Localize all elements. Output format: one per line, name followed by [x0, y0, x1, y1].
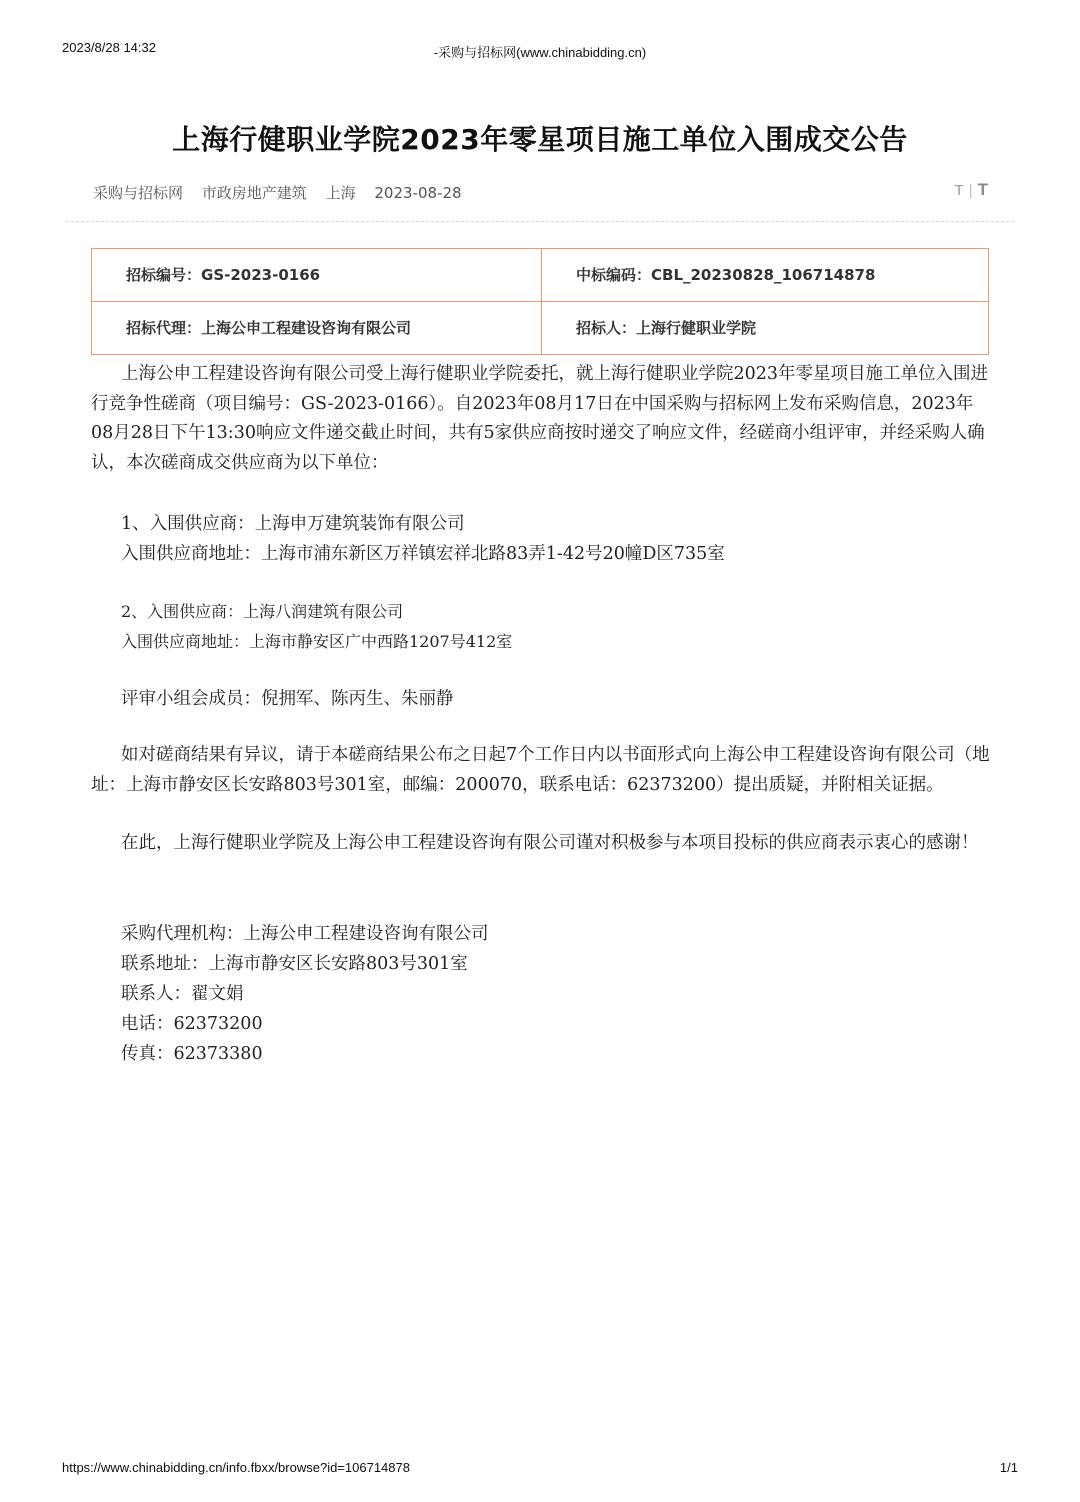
bid-number-cell: 招标编号：GS-2023-0166 [92, 249, 542, 302]
print-page-title: -采购与招标网(www.chinabidding.cn) [433, 45, 647, 60]
thanks-paragraph: 在此，上海行健职业学院及上海公申工程建设咨询有限公司谨对积极参与本项目投标的供应商表示衷心的感谢！ [121, 833, 979, 853]
page-number: 1/1 [999, 1460, 1018, 1475]
supplier1-address: 入围供应商地址：上海市浦东新区万祥镇宏祥北路83弄1-42号20幢D区735室 [121, 544, 725, 564]
intro-paragraph: 上海公申工程建设咨询有限公司受上海行健职业学院委托，就上海行健职业学院2023年零星项目施工单位入围进行竞争性磋商（项目编号：GS-2023-0166）。自2023年08月17日在中国采购与招标网上发布采购信息，2023年08月28日下午13:30响应文件递交截止时间，共有5家供应商按时递交了响应文件，经磋商小组评审，并经采购人确认，本次磋商成交供应商为以下单位： [91, 364, 989, 473]
supplier2-name: 2、入围供应商：上海八润建筑有限公司 [121, 602, 404, 621]
font-small-button[interactable]: T [954, 182, 964, 199]
contact-line: 联系人：翟文娟 [121, 984, 244, 1004]
meta-date: 2023-08-28 [374, 184, 462, 202]
review-panel: 评审小组会成员：倪拥军、陈丙生、朱丽静 [121, 689, 454, 709]
supplier2-address: 入围供应商地址：上海市静安区广中西路1207号412室 [121, 632, 513, 651]
agency-line: 采购代理机构：上海公申工程建设咨询有限公司 [121, 924, 489, 944]
print-footer [62, 1460, 1018, 1480]
print-url: https://www.chinabidding.cn/info.fbxx/browse?id=106714878 [62, 1460, 410, 1475]
award-code-cell: 中标编码：CBL_20230828_106714878 [542, 249, 988, 302]
font-large-button[interactable]: T [977, 180, 988, 199]
address-line: 联系地址：上海市静安区长安路803号301室 [121, 954, 468, 974]
objection-paragraph: 如对磋商结果有异议，请于本磋商结果公布之日起7个工作日内以书面形式向上海公申工程建设咨询有限公司（地址：上海市静安区长安路803号301室，邮编：200070，联系电话：62373200）提出质疑，并附相关证据。 [91, 745, 990, 795]
font-control-separator: | [968, 182, 973, 199]
article-title: 上海行健职业学院2023年零星项目施工单位入围成交公告 [172, 123, 908, 156]
agent-cell: 招标代理：上海公申工程建设咨询有限公司 [92, 302, 542, 355]
fax-line: 传真：62373380 [121, 1044, 263, 1064]
print-datetime: 2023/8/28 14:32 [62, 40, 156, 55]
meta-category-link[interactable]: 市政房地产建筑 [201, 184, 307, 202]
meta-source-link[interactable]: 采购与招标网 [93, 184, 184, 202]
meta-region: 上海 [325, 184, 356, 202]
tenderer-cell: 招标人：上海行健职业学院 [576, 319, 757, 337]
supplier1-name: 1、入围供应商：上海申万建筑装饰有限公司 [121, 514, 465, 534]
phone-line: 电话：62373200 [121, 1014, 263, 1034]
